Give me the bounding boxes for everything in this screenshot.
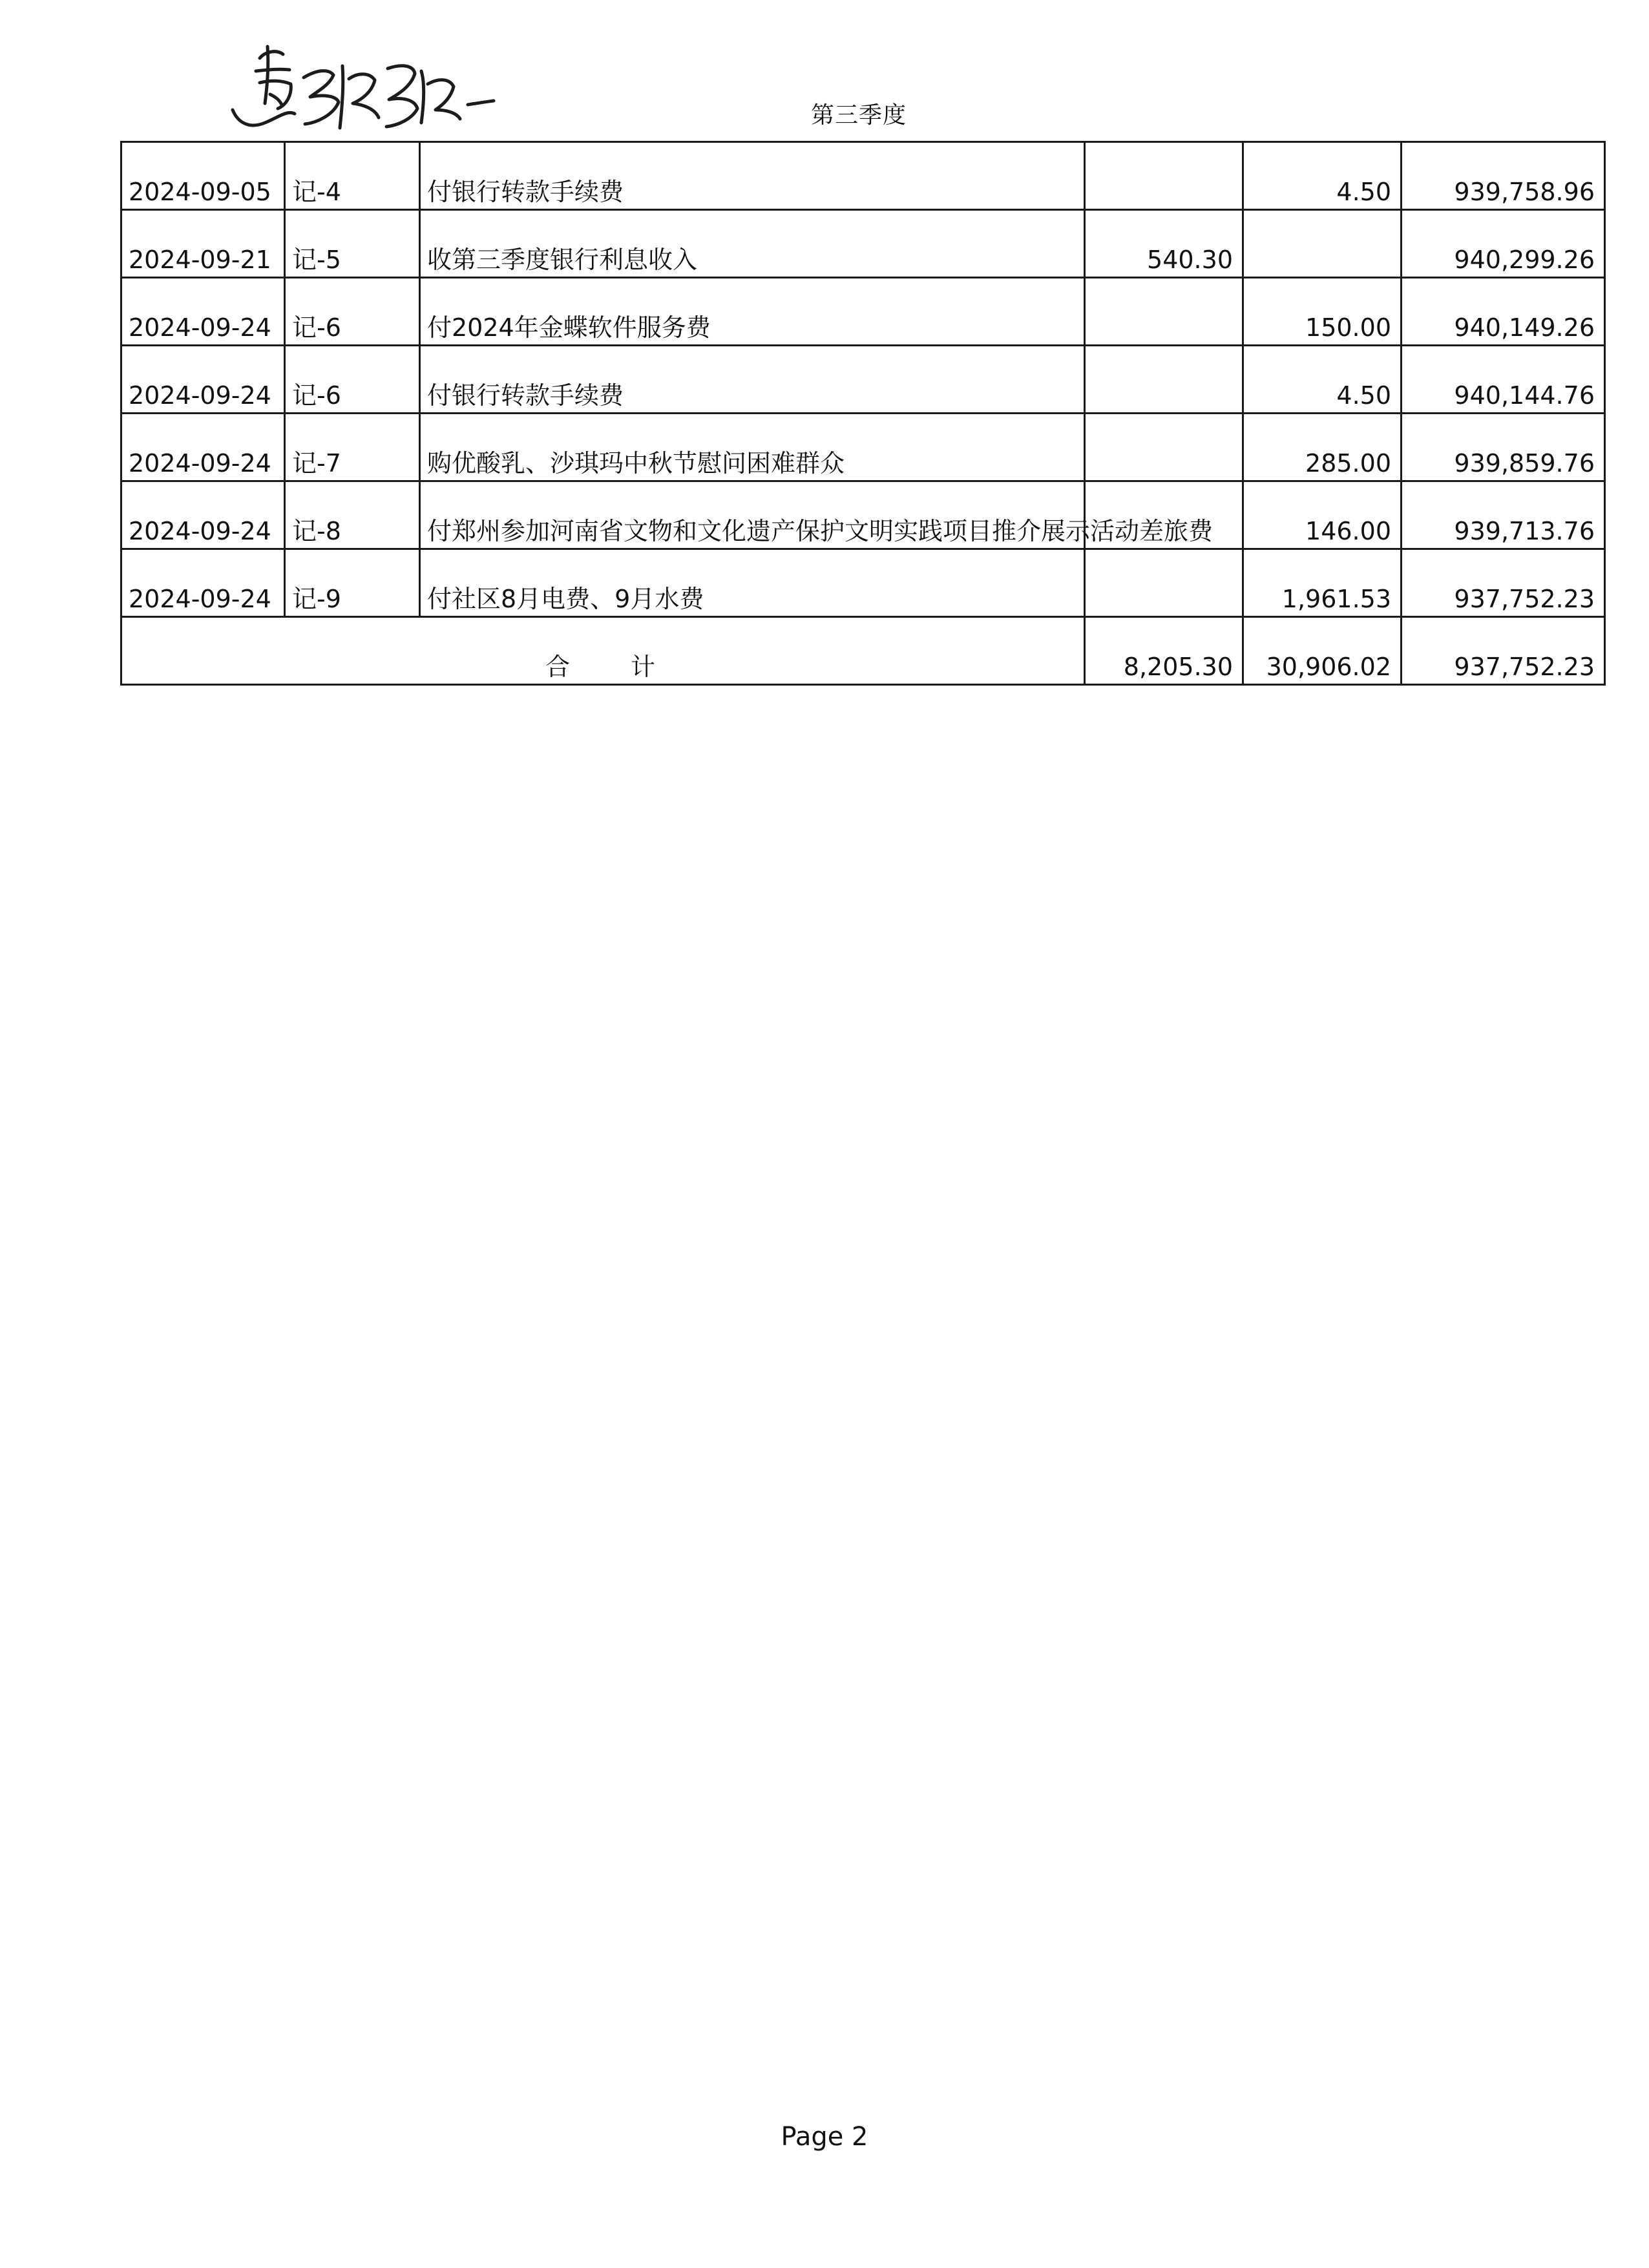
description-cell: 付郑州参加河南省文物和文化遗产保护文明实践项目推介展示活动差旅费 — [420, 481, 1085, 549]
description-cell: 付社区8月电费、9月水费 — [420, 549, 1085, 617]
ledger-table — [120, 141, 1606, 686]
debit-cell — [1085, 142, 1243, 210]
date-cell: 2024-09-24 — [121, 481, 285, 549]
handwritten-signature — [220, 32, 504, 142]
total-balance-cell: 937,752.23 — [1402, 617, 1605, 685]
date-cell: 2024-09-21 — [121, 210, 285, 278]
date-cell: 2024-09-24 — [121, 549, 285, 617]
description-cell: 付2024年金蝶软件服务费 — [420, 278, 1085, 346]
total-row — [121, 617, 1605, 685]
balance-cell: 940,144.76 — [1402, 346, 1605, 414]
description-cell: 购优酸乳、沙琪玛中秋节慰问困难群众 — [420, 414, 1085, 481]
balance-cell: 940,149.26 — [1402, 278, 1605, 346]
balance-cell: 937,752.23 — [1402, 549, 1605, 617]
total-label-part1: 合 — [545, 653, 572, 681]
credit-cell: 4.50 — [1243, 142, 1402, 210]
description-cell: 收第三季度银行利息收入 — [420, 210, 1085, 278]
voucher-cell: 记-9 — [285, 549, 420, 617]
total-debit-cell: 8,205.30 — [1085, 617, 1243, 685]
description-cell: 付银行转款手续费 — [420, 142, 1085, 210]
voucher-cell: 记-6 — [285, 278, 420, 346]
debit-cell — [1085, 278, 1243, 346]
credit-cell — [1243, 210, 1402, 278]
table-row — [121, 210, 1605, 278]
section-title: 第三季度 — [811, 102, 907, 129]
credit-cell: 146.00 — [1243, 481, 1402, 549]
debit-cell: 540.30 — [1085, 210, 1243, 278]
balance-cell: 939,859.76 — [1402, 414, 1605, 481]
credit-cell: 4.50 — [1243, 346, 1402, 414]
voucher-cell: 记-6 — [285, 346, 420, 414]
credit-cell: 285.00 — [1243, 414, 1402, 481]
total-label-part2: 计 — [631, 653, 658, 681]
credit-cell: 150.00 — [1243, 278, 1402, 346]
balance-cell: 940,299.26 — [1402, 210, 1605, 278]
total-credit-cell: 30,906.02 — [1243, 617, 1402, 685]
table-row — [121, 346, 1605, 414]
debit-cell — [1085, 414, 1243, 481]
table-row — [121, 414, 1605, 481]
debit-cell — [1085, 549, 1243, 617]
balance-cell: 939,758.96 — [1402, 142, 1605, 210]
description-cell: 付银行转款手续费 — [420, 346, 1085, 414]
voucher-cell: 记-8 — [285, 481, 420, 549]
date-cell: 2024-09-05 — [121, 142, 285, 210]
total-label-cell — [121, 617, 1085, 685]
date-cell: 2024-09-24 — [121, 414, 285, 481]
balance-cell: 939,713.76 — [1402, 481, 1605, 549]
table-row — [121, 549, 1605, 617]
table-row — [121, 142, 1605, 210]
debit-cell — [1085, 346, 1243, 414]
table-row — [121, 481, 1605, 549]
date-cell: 2024-09-24 — [121, 278, 285, 346]
table-row — [121, 278, 1605, 346]
voucher-cell: 记-5 — [285, 210, 420, 278]
page-number: Page 2 — [781, 2122, 868, 2152]
voucher-cell: 记-4 — [285, 142, 420, 210]
date-cell: 2024-09-24 — [121, 346, 285, 414]
voucher-cell: 记-7 — [285, 414, 420, 481]
credit-cell: 1,961.53 — [1243, 549, 1402, 617]
